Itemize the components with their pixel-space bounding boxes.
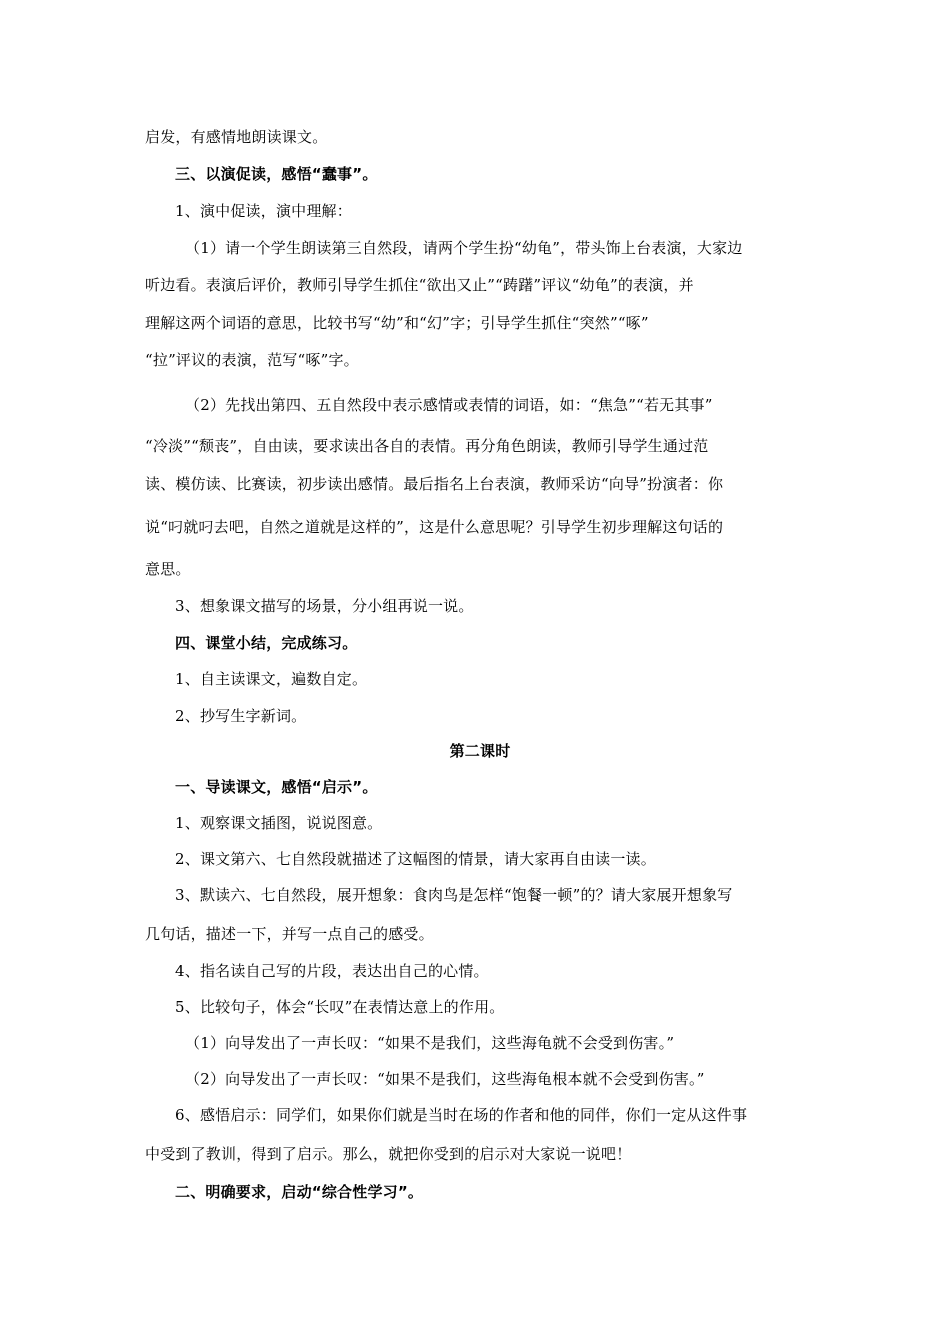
- paragraph-line: “拉”评议的表演，范写“啄”字。: [145, 351, 359, 369]
- paragraph-line: 意思。: [145, 560, 191, 578]
- section-heading: 二、明确要求，启动“综合性学习”。: [175, 1183, 424, 1201]
- paragraph-line: 几句话，描述一下，并写一点自己的感受。: [145, 925, 434, 943]
- list-item: 3、想象课文描写的场景，分小组再说一说。: [175, 597, 474, 615]
- paragraph-line: （1）请一个学生朗读第三自然段，请两个学生扮“幼龟”，带头饰上台表演，大家边: [185, 239, 743, 257]
- list-item: 3、默读六、七自然段，展开想象：食肉鸟是怎样“饱餐一顿”的？请大家展开想象写: [175, 886, 733, 904]
- paragraph-line: 说“叼就叼去吧，自然之道就是这样的”，这是什么意思呢？引导学生初步理解这句话的: [145, 518, 724, 536]
- list-item: 2、课文第六、七自然段就描述了这幅图的情景，请大家再自由读一读。: [175, 850, 656, 868]
- lesson-title: 第二课时: [449, 742, 511, 760]
- paragraph-line: 听边看。表演后评价，教师引导学生抓住“欲出又止”“踌躇”评议“幼龟”的表演，并: [145, 276, 694, 294]
- paragraph-line: 理解这两个词语的意思，比较书写“幼”和“幻”字；引导学生抓住“突然”“啄”: [145, 314, 649, 332]
- example-sentence: （1）向导发出了一声长叹：“如果不是我们，这些海龟就不会受到伤害。”: [185, 1034, 675, 1052]
- list-item: 2、抄写生字新词。: [175, 707, 307, 725]
- paragraph-line: 启发，有感情地朗读课文。: [145, 128, 328, 146]
- list-item: 1、观察课文插图，说说图意。: [175, 814, 383, 832]
- paragraph-line: 读、模仿读、比赛读，初步读出感情。最后指名上台表演，教师采访“向导”扮演者：你: [145, 475, 724, 493]
- paragraph-line: “冷淡”“颓丧”，自由读，要求读出各自的表情。再分角色朗读，教师引导学生通过范: [145, 437, 709, 455]
- list-item: 6、感悟启示：同学们，如果你们就是当时在场的作者和他的同伴，你们一定从这件事: [175, 1106, 748, 1124]
- section-heading: 三、以演促读，感悟“蠢事”。: [175, 165, 378, 183]
- list-item: 1、自主读课文，遍数自定。: [175, 670, 368, 688]
- section-heading: 一、导读课文，感悟“启示”。: [175, 778, 378, 796]
- example-sentence: （2）向导发出了一声长叹：“如果不是我们，这些海龟根本就不会受到伤害。”: [185, 1070, 705, 1088]
- section-heading: 四、课堂小结，完成练习。: [175, 634, 358, 652]
- list-item: 5、比较句子，体会“长叹”在表情达意上的作用。: [175, 998, 505, 1016]
- paragraph-line: （2）先找出第四、五自然段中表示感情或表情的词语，如：“焦急”“若无其事”: [185, 396, 713, 414]
- paragraph-line: 中受到了教训，得到了启示。那么，就把你受到的启示对大家说一说吧！: [145, 1145, 632, 1163]
- list-item: 4、指名读自己写的片段，表达出自己的心情。: [175, 962, 489, 980]
- list-item: 1、演中促读，演中理解：: [175, 202, 352, 220]
